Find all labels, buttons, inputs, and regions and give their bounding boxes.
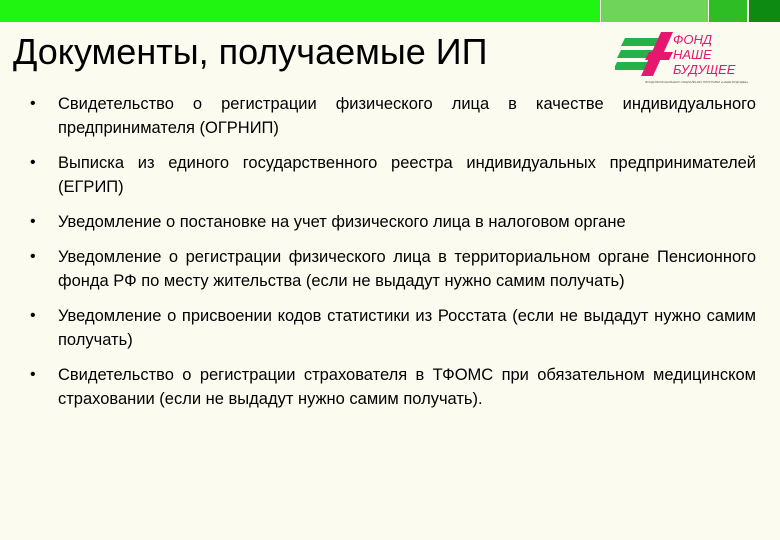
- list-item-text: Свидетельство о регистрации физического лица в качестве индивидуального предпринимателя (ОГРНИП): [58, 95, 756, 137]
- fund-logo: [615, 30, 755, 86]
- list-item-text: Выписка из единого государственного реестра индивидуальных предпринимателей (ЕГРИП): [58, 154, 756, 196]
- list-item: [28, 304, 756, 352]
- logo-mark-icon: [615, 30, 755, 86]
- list-item: [28, 245, 756, 293]
- top-bar-segment: [601, 0, 708, 22]
- list-item: [28, 363, 756, 411]
- bullet-icon: •: [30, 95, 36, 112]
- list-item: [28, 151, 756, 199]
- bullet-icon: •: [30, 154, 36, 171]
- bullet-icon: •: [30, 248, 36, 265]
- list-item-text: Уведомление о присвоении кодов статистики из Росстата (если не выдадут нужно самим получать): [58, 307, 756, 349]
- list-item: [28, 92, 756, 140]
- list-item-text: Уведомление о постановке на учет физического лица в налоговом органе: [58, 213, 626, 231]
- logo-text-line2: НАШЕ: [673, 47, 712, 62]
- top-bar-segment: [709, 0, 747, 22]
- top-color-bar: [0, 0, 780, 22]
- bullet-icon: •: [30, 307, 36, 324]
- list-item-text: Уведомление о регистрации физического лица в территориальном органе Пенсионного фонда РФ по месту жительства (если не выдадут нужно самим получать): [58, 248, 756, 290]
- top-bar-segment: [0, 0, 600, 22]
- bullet-icon: •: [30, 213, 36, 230]
- logo-text-line3: БУДУЩЕЕ: [673, 62, 736, 77]
- top-bar-segment: [749, 0, 780, 22]
- list-item: [28, 210, 756, 234]
- slide-title: Документы, получаемые ИП: [13, 31, 488, 72]
- bullet-icon: •: [30, 366, 36, 383]
- list-item-text: Свидетельство о регистрации страхователя в ТФОМС при обязательном медицинском страховании (если не выдадут нужно самим получать).: [58, 366, 756, 408]
- logo-text-line1: ФОНД: [673, 32, 712, 47]
- logo-tagline: ФОНД РЕГИОНАЛЬНЫХ СОЦИАЛЬНЫХ ПРОГРАММ «НАШЕ БУДУЩЕЕ»: [645, 80, 749, 84]
- document-list: [28, 92, 756, 422]
